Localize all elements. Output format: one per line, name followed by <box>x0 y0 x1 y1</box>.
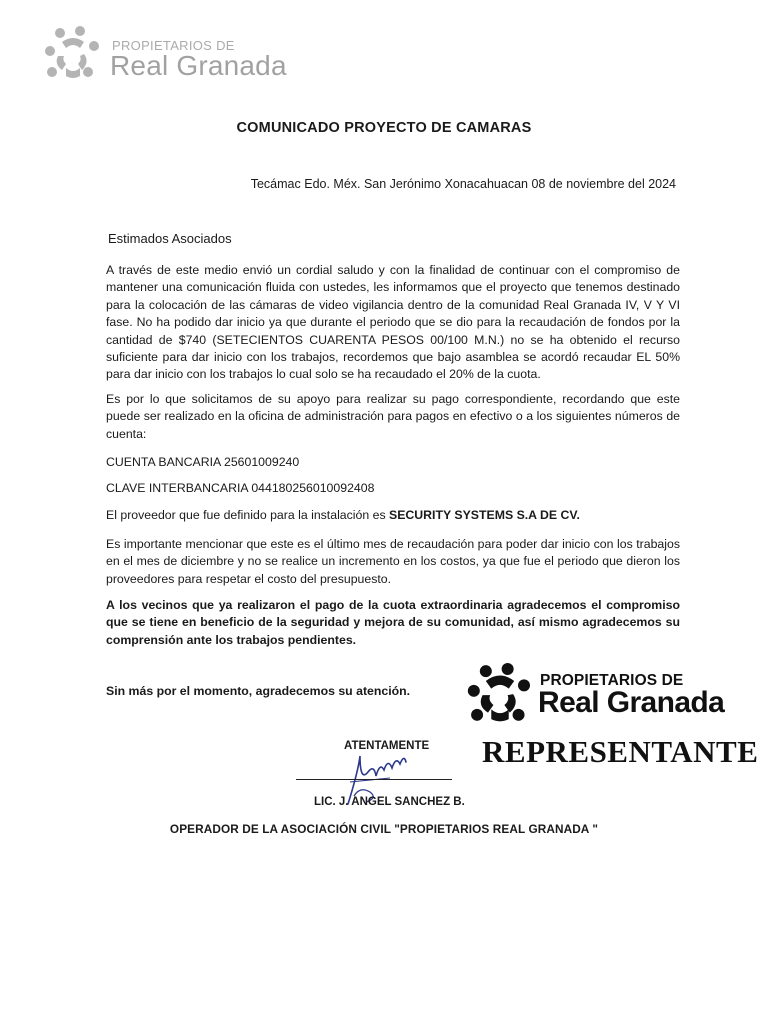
header-logo-line2: Real Granada <box>110 50 287 81</box>
bank-account: CUENTA BANCARIA 25601009240 <box>106 455 300 469</box>
document-title: COMUNICADO PROYECTO DE CAMARAS <box>236 120 532 136</box>
paragraph-deadline-text: Es importante mencionar que este es el último mes de recaudación para poder dar inicio con los trabajos en el mes de diciembre y no se realice un incremento en los costos, ya que fue el periodo que dieron los proveedores para respetar el costo del presupuesto. <box>106 537 680 586</box>
signer-name: LIC. J. ANGEL SANCHEZ B. <box>314 796 465 808</box>
paragraph-thanks-text: A los vecinos que ya realizaron el pago de la cuota extraordinaria agradecemos el compromiso que se tiene en beneficio de la seguridad y mejora de su comunidad, así mismo agradecemos su comprensión ante los trabajos pendientes. <box>106 598 680 647</box>
provider-prefix: El proveedor que fue definido para la instalación es <box>106 508 390 522</box>
stamp-line2: Real Granada <box>538 686 725 719</box>
closing-line: Sin más por el momento, agradecemos su atención. <box>106 684 411 698</box>
greeting: Estimados Asociados <box>108 231 232 246</box>
paragraph-payment-request-text: Es por lo que solicitamos de su apoyo para realizar su pago correspondiente, recordando que este puede ser realizado en la oficina de administración para pagos en efectivo o a los siguientes números de cuenta: <box>106 392 680 441</box>
stamp-role: REPRESENTANTE <box>482 734 759 769</box>
clabe-account: CLAVE INTERBANCARIA 044180256010092408 <box>106 481 375 495</box>
atentamente-label: ATENTAMENTE <box>344 740 430 752</box>
place-date: Tecámac Edo. Méx. San Jerónimo Xonacahuacan 08 de noviembre del 2024 <box>250 177 676 191</box>
operator-line: OPERADOR DE LA ASOCIACIÓN CIVIL "PROPIETARIOS REAL GRANADA " <box>169 822 599 836</box>
paragraph-payment-request <box>106 391 680 443</box>
paragraph-deadline <box>106 536 680 588</box>
signature-line <box>296 779 452 780</box>
paragraph-intro-text: A través de este medio envió un cordial saludo y con la finalidad de continuar con el compromiso de mantener una comunicación fluida con ustedes, les informamos que el proyecto que tenemos destinado para la colocación de las cámaras de video vigilancia dentro de la comunidad Real Granada IV, V Y VI fase. No ha podido dar inicio ya que durante el periodo que se dio para la recaudación de fondos por la cantidad de $740 (SETECIENTOS CUARENTA PESOS 00/100 M.N.) no se ha obtenido el recurso suficiente para dar inicio con los trabajos, recordemos que bajo asamblea se acordó recaudar EL 50% para dar inicio con los trabajos lo cual solo se ha recaudado el 20% de la cuota. <box>106 263 680 382</box>
header-logo-icon <box>40 24 106 82</box>
paragraph-thanks <box>106 597 680 649</box>
header-logo <box>40 22 320 84</box>
representative-stamp <box>462 656 759 776</box>
provider-name: SECURITY SYSTEMS S.A DE CV. <box>389 508 580 522</box>
stamp-logo-icon <box>464 660 536 726</box>
provider-line <box>106 508 580 522</box>
header-logo-line1: PROPIETARIOS DE <box>112 38 235 53</box>
stamp-line1: PROPIETARIOS DE <box>540 672 684 689</box>
paragraph-intro <box>106 262 680 384</box>
